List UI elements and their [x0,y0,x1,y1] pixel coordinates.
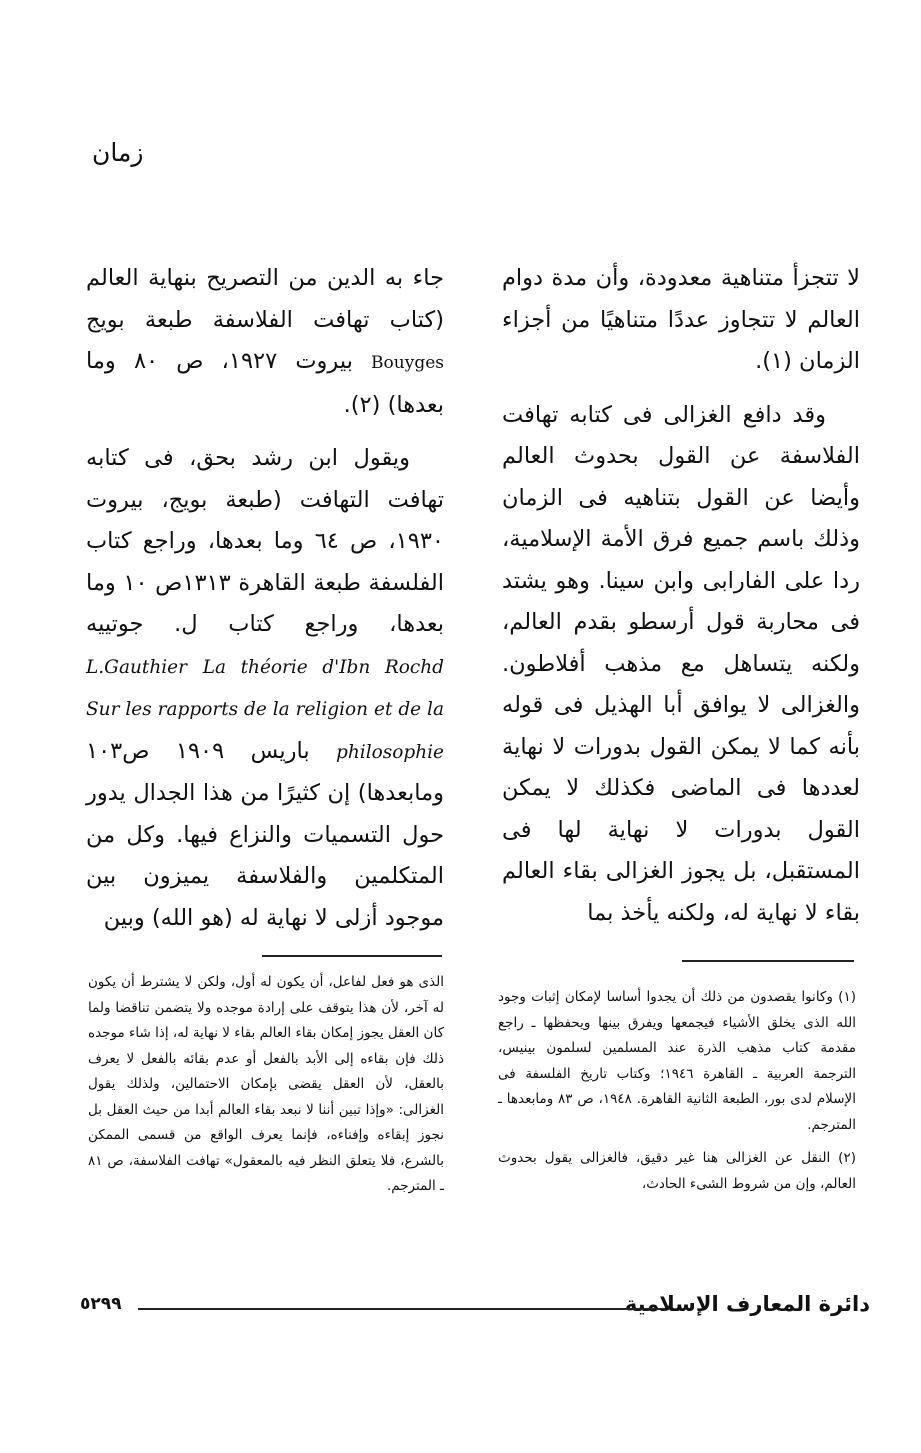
footnote: (١) وكانوا يقصدون من ذلك أن يجدوا أساسا لإمكان إثبات وجود الله الذى يخلق الأشياء فيجمعها ويفرق بينها ويحفظها ـ راجع مقدمة كتاب مذهب الذرة عند المسلمين لسلمون بينيس، الترجمة العربية ـ القاهرة ١٩٤٦؛ وكتاب تاريخ الفلسفة فى الإسلام لدى بور، الطبعة الثانية القاهرة. ١٩٤٨، ص ٨٣ ومابعدها ـ المترجم. [498,989,856,1133]
footnotes-left [88,970,444,1208]
page-footer [80,1292,870,1322]
paragraph-text: بيروت ١٩٢٧، ص ٨٠ وما بعدها) (٢). [86,348,444,418]
running-head: زمان [92,138,144,167]
latin-reference: L.Gauthier [86,656,187,678]
paragraph [86,258,444,426]
paragraph-text: جاء به الدين من التصريح بنهاية العالم (كتاب تهافت الفلاسفة طبعة بويج [86,265,444,333]
footer-rule [138,1308,665,1310]
footer-title: دائرة المعارف الإسلامية [624,1292,870,1316]
main-column-left [86,258,444,951]
paragraph [86,438,444,939]
paragraph-text: باريس ١٩٠٩ ص١٠٣ ومابعدها) إن كثيرًا من هذا الجدال يدور حول التسميات والنزاع فيها. وكل من المتكلمين والفلاسفة يميزون بين موجود أزلى لا نهاية له (هو الله) وبين [86,737,444,931]
footnote-divider [262,955,442,957]
paragraph: لا تتجزأ متناهية معدودة، وأن مدة دوام العالم لا تتجاوز عددًا متناهيًا من أجزاء الزمان (١). [502,265,860,374]
footnote: (٢) النقل عن الغزالى هنا غير دقيق، فالغزالى يقول بحدوث العالم، وإن من شروط الشىء الحادث، [498,1150,856,1192]
footnote-continuation: الذى هو فعل لفاعل، أن يكون له أول، ولكن لا يشترط أن يكون له آخر، لأن هذا يتوقف على إرادة موجده ولا يتضمن تناقضا ولما كان العقل يجوز إمكان بقاء العالم بقاء لا نهاية له، إذا شاء موجده ذلك فإن بقاءه إلى الأبد بالفعل أو عدم بقائه بالفعل لا يعرف بالعقل، لأن العقل يقضى بإمكان الاحتمالين، ولذلك يقول الغزالى: «وإذا تبين أننا لا نبعد بقاء العالم أبدا من حيث العقل بل نجوز إبقاءه وإفناءه، فإنما يعرف الواقع من قسمى الممكن بالشرع، فلا يتعلق النظر فيه بالمعقول» تهافت الفلاسفة، ص ٨١ ـ المترجم. [88,974,444,1194]
latin-book-title: La théorie d'Ibn Rochd Sur les rapports de la religion et de la philosophie [86,656,445,763]
paragraph: وقد دافع الغزالى فى كتابه تهافت الفلاسفة عن القول بحدوث العالم وأيضا عن القول بتناهيه فى الزمان وذلك باسم جميع فرق الأمة الإسلامية، ردا على الفارابى وابن سينا. وهو يشتد فى محاربة قول أرسطو بقدم العالم، ولكنه يتساهل مع مذهب أفلاطون. والغزالى لا يوافق أبا الهذيل فى قوله بأنه كما لا يمكن القول بدورات لا نهاية لعددها فى الماضى فكذلك لا يمكن القول بدورات لا نهاية لها فى المستقبل، بل يجوز الغزالى بقاء العالم بقاء لا نهاية له، ولكنه يأخذ بما [502,401,860,926]
page-number: ٥٢٩٩ [80,1294,122,1314]
paragraph-text: ويقول ابن رشد بحق، فى كتابه تهافت التهافت (طبعة بويج، بيروت ١٩٣٠، ص ٦٤ وما بعدها، وراجع كتاب الفلسفة طبعة القاهرة ١٣١٣ص ١٠ وما بعدها، وراجع كتاب ل. جوتييه [86,445,445,637]
latin-reference: Bouyges [371,353,444,373]
main-column-right [502,258,860,946]
footnotes-right [498,985,856,1205]
footnote-divider [682,960,854,962]
